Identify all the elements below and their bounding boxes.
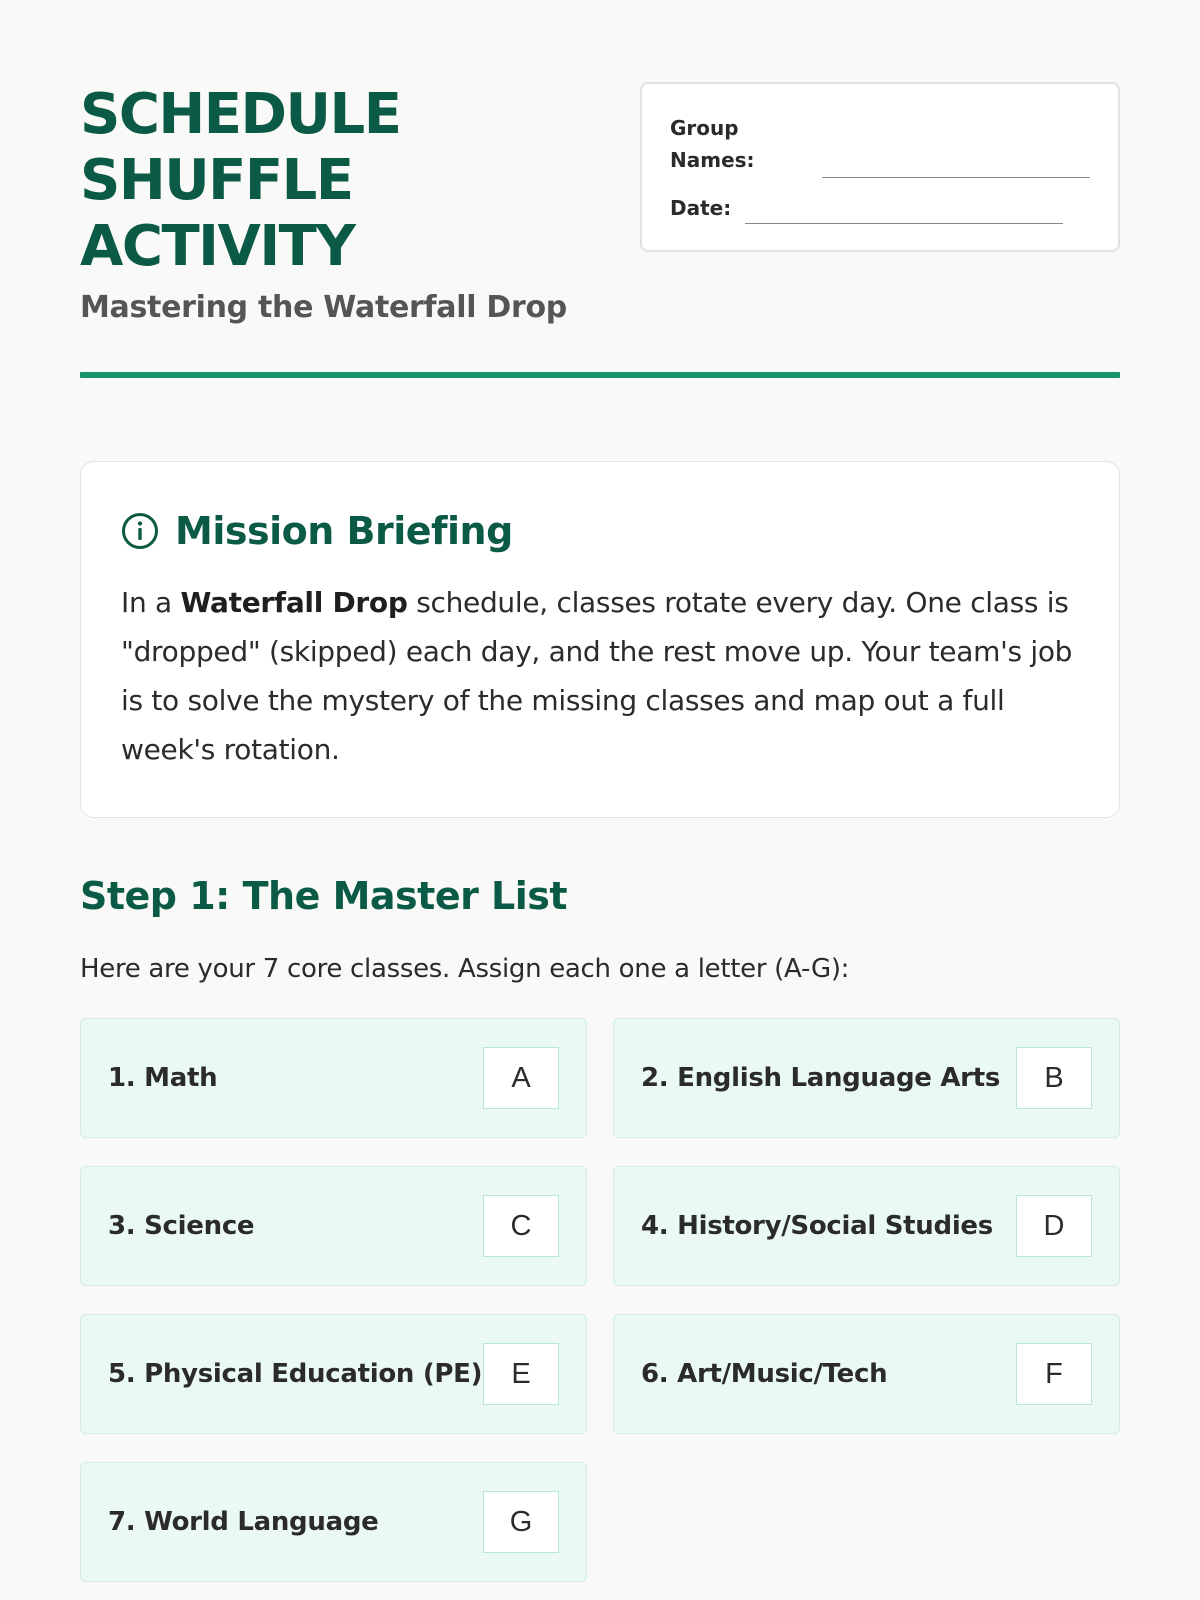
class-name: 4. History/Social Studies (641, 1211, 993, 1241)
class-card (80, 1314, 587, 1434)
class-name: 3. Science (108, 1211, 255, 1241)
class-letter-box[interactable]: F (1016, 1343, 1092, 1405)
header (80, 0, 1120, 382)
class-name: 7. World Language (108, 1507, 379, 1537)
briefing-text-end: schedule, classes rotate every day. One class is "dropped" (skipped) each day, and the rest move up. Your team's job is to solve the mystery of the missing classes and map out a full week's rotation. (121, 586, 1073, 766)
briefing-title: Mission Briefing (175, 509, 513, 553)
page-title (80, 82, 540, 280)
class-name: 1. Math (108, 1063, 218, 1093)
class-list (80, 1018, 1120, 1582)
class-name: 6. Art/Music/Tech (641, 1359, 888, 1389)
title-line: SHUFFLE (80, 148, 353, 213)
class-name: 2. English Language Arts (641, 1063, 1000, 1093)
briefing-text-start: In a (121, 586, 181, 619)
briefing-text (121, 578, 1079, 774)
group-info-box (640, 82, 1120, 252)
title-line: ACTIVITY (80, 214, 355, 279)
class-letter-box[interactable]: B (1016, 1047, 1092, 1109)
date-field[interactable] (745, 223, 1063, 224)
title-line: SCHEDULE (80, 82, 401, 147)
class-letter-box[interactable]: A (483, 1047, 559, 1109)
class-card (613, 1166, 1120, 1286)
step-1-title: Step 1: The Master List (80, 874, 568, 918)
class-card (80, 1018, 587, 1138)
class-letter-box[interactable]: C (483, 1195, 559, 1257)
class-letter-box[interactable]: G (483, 1491, 559, 1553)
class-card (613, 1314, 1120, 1434)
group-names-label: Group Names: (670, 116, 755, 172)
briefing-text-bold: Waterfall Drop (180, 586, 408, 619)
info-icon (121, 512, 159, 550)
class-letter-box[interactable]: E (483, 1343, 559, 1405)
group-names-field[interactable] (822, 177, 1090, 178)
class-card (80, 1462, 587, 1582)
mission-briefing-card (80, 461, 1120, 818)
class-letter-box[interactable]: D (1016, 1195, 1092, 1257)
date-label: Date: (670, 196, 732, 220)
briefing-heading (121, 500, 1079, 562)
class-card (613, 1018, 1120, 1138)
step-1-description: Here are your 7 core classes. Assign each one a letter (A-G): (80, 954, 850, 984)
class-card (80, 1166, 587, 1286)
class-name: 5. Physical Education (PE) (108, 1359, 483, 1389)
header-divider (80, 372, 1120, 378)
page-subtitle: Mastering the Waterfall Drop (80, 290, 567, 325)
